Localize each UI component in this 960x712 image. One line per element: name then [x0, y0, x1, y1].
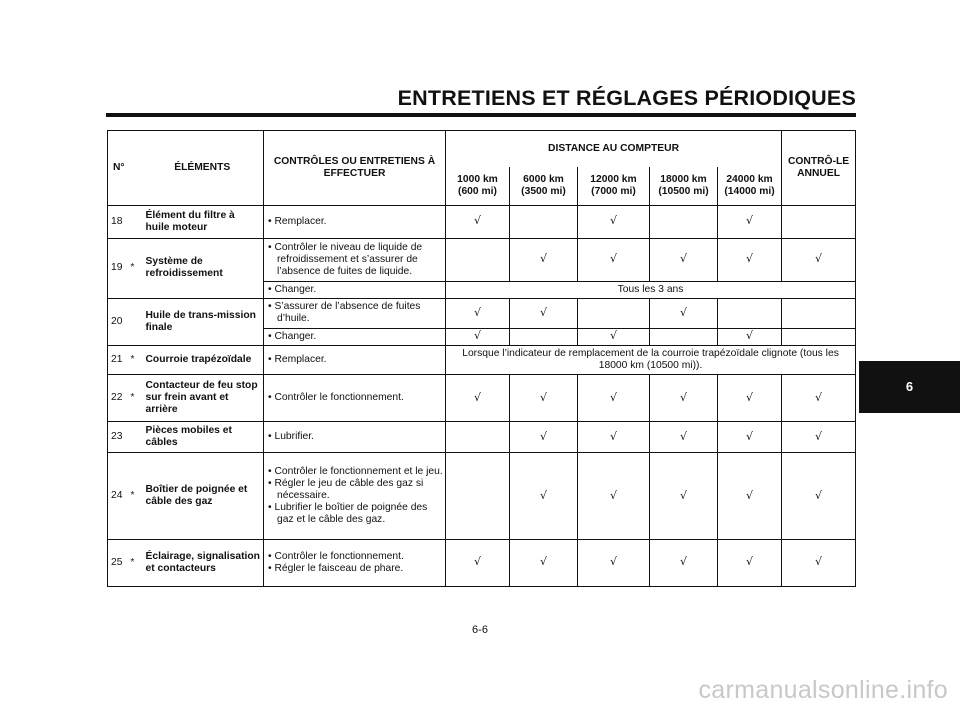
table-row [108, 453, 856, 540]
check-cell [650, 238, 718, 281]
interval-km: 12000 km [590, 173, 637, 185]
row-action [264, 238, 446, 281]
action-item: • Contrôler le fonctionnement. [268, 550, 404, 562]
header-elements: ÉLÉMENTS [142, 131, 264, 206]
check-cell [650, 328, 718, 345]
action-item: • Régler le jeu de câble des gaz si nécessaire. [268, 478, 424, 502]
row-action [264, 328, 446, 345]
page-number: 6-6 [472, 624, 488, 636]
row-number: 24 [108, 453, 130, 540]
check-cell [578, 375, 650, 422]
row-element: Éclairage, signalisation et contacteurs [142, 539, 264, 586]
check-cell [446, 205, 510, 238]
interval-header [578, 167, 650, 205]
row-action [264, 375, 446, 422]
check-mark: √ [815, 488, 823, 502]
maintenance-table [107, 130, 856, 587]
check-cell [650, 422, 718, 453]
check-mark: √ [746, 214, 754, 228]
action-text: Contrôler le fonctionnement. [274, 392, 404, 404]
check-cell [718, 328, 782, 345]
action-item: • S’assurer de l’absence de fuites d’huile. [268, 301, 421, 325]
row-action [264, 298, 446, 328]
row-number: 20 [108, 298, 130, 345]
row-element: Système de refroidissement [142, 238, 264, 298]
action-text: Changer. [274, 330, 317, 342]
interval-km: 6000 km [523, 173, 564, 185]
row-star [130, 205, 142, 238]
interval-header [718, 167, 782, 205]
check-cell [718, 453, 782, 540]
action-text: Contrôler le niveau de liquide de refroidissement et s’assurer de l’absence de fuites de liquide. [274, 241, 423, 277]
check-cell [446, 422, 510, 453]
table-row [108, 345, 856, 375]
action-item: • Contrôler le fonctionnement et le jeu. [268, 466, 443, 478]
check-mark: √ [473, 390, 481, 404]
action-item: • Remplacer. [268, 354, 327, 366]
interval-mi: (600 mi) [458, 185, 497, 197]
check-cell [510, 539, 578, 586]
check-mark: √ [609, 429, 617, 443]
check-cell [578, 422, 650, 453]
check-cell [446, 453, 510, 540]
check-cell [510, 298, 578, 328]
action-text: Changer. [274, 283, 317, 295]
check-mark: √ [679, 488, 687, 502]
check-cell [782, 298, 856, 328]
check-cell [446, 539, 510, 586]
check-cell [650, 298, 718, 328]
row-number: 25 [108, 539, 130, 586]
interval-header [446, 167, 510, 205]
row-action [264, 281, 446, 298]
check-cell [578, 205, 650, 238]
check-cell [510, 238, 578, 281]
table-row [108, 238, 856, 281]
action-item: • Changer. [268, 283, 317, 295]
interval-mi: (14000 mi) [724, 185, 775, 197]
check-cell [446, 375, 510, 422]
header-spacer [130, 131, 142, 206]
row-star: * [130, 453, 142, 540]
action-item: • Contrôler le fonctionnement. [268, 392, 404, 404]
row-span-note: Lorsque l’indicateur de remplacement de la courroie trapézoïdale clignote (tous les 18000 km (10500 mi)). [446, 345, 856, 375]
check-cell [510, 453, 578, 540]
check-mark: √ [815, 429, 823, 443]
action-text: Régler le jeu de câble des gaz si nécessaire. [274, 478, 424, 502]
check-cell [718, 375, 782, 422]
check-cell [510, 375, 578, 422]
check-cell [578, 453, 650, 540]
row-element: Courroie trapézoïdale [142, 345, 264, 375]
check-mark: √ [815, 390, 823, 404]
interval-km: 18000 km [660, 173, 707, 185]
check-mark: √ [746, 390, 754, 404]
check-mark: √ [679, 390, 687, 404]
page-title: ENTRETIENS ET RÉGLAGES PÉRIODIQUES [397, 86, 856, 110]
check-mark: √ [473, 305, 481, 319]
check-mark: √ [539, 305, 547, 319]
check-cell [650, 539, 718, 586]
row-star [130, 298, 142, 345]
action-item: • Lubrifier le boîtier de poignée des gaz et le câble des gaz. [268, 502, 428, 526]
header-distance: DISTANCE AU COMPTEUR [446, 131, 782, 167]
row-action [264, 539, 446, 586]
action-text: Contrôler le fonctionnement. [274, 550, 404, 562]
check-cell [782, 539, 856, 586]
check-cell [650, 375, 718, 422]
interval-km: 24000 km [726, 173, 773, 185]
check-cell [446, 328, 510, 345]
check-cell [510, 205, 578, 238]
check-mark: √ [746, 252, 754, 266]
check-mark: √ [539, 429, 547, 443]
row-element: Contacteur de feu stop sur frein avant et arrière [142, 375, 264, 422]
check-cell [578, 298, 650, 328]
row-element: Huile de trans-mission finale [142, 298, 264, 345]
action-text: Lubrifier le boîtier de poignée des gaz et le câble des gaz. [274, 502, 428, 526]
check-mark: √ [609, 488, 617, 502]
check-cell [782, 375, 856, 422]
header-row [108, 131, 856, 167]
row-number: 21 [108, 345, 130, 375]
check-mark: √ [473, 329, 481, 343]
row-number: 19 [108, 238, 130, 298]
check-mark: √ [539, 252, 547, 266]
check-mark: √ [609, 329, 617, 343]
row-number: 22 [108, 375, 130, 422]
check-mark: √ [609, 555, 617, 569]
check-mark: √ [815, 252, 823, 266]
check-cell [718, 205, 782, 238]
row-star: * [130, 375, 142, 422]
row-element: Élément du filtre à huile moteur [142, 205, 264, 238]
check-cell [782, 453, 856, 540]
header-no: N° [108, 131, 130, 206]
table-row [108, 298, 856, 328]
header-controls: CONTRÔLES OU ENTRETIENS À EFFECTUER [264, 131, 446, 206]
table-row [108, 422, 856, 453]
title-rule [106, 113, 856, 117]
check-cell [510, 422, 578, 453]
check-cell [782, 205, 856, 238]
check-cell [446, 298, 510, 328]
action-item: • Régler le faisceau de phare. [268, 562, 404, 574]
header-annual: CONTRÔ-LE ANNUEL [782, 131, 856, 206]
row-star: * [130, 539, 142, 586]
table-row [108, 375, 856, 422]
check-mark: √ [539, 390, 547, 404]
check-cell [718, 298, 782, 328]
table-row [108, 539, 856, 586]
row-action [264, 453, 446, 540]
check-mark: √ [609, 390, 617, 404]
action-item: • Remplacer. [268, 215, 327, 227]
check-mark: √ [539, 488, 547, 502]
row-number: 18 [108, 205, 130, 238]
check-mark: √ [473, 214, 481, 228]
row-span-note: Tous les 3 ans [446, 281, 856, 298]
check-mark: √ [679, 252, 687, 266]
interval-header [650, 167, 718, 205]
check-mark: √ [609, 214, 617, 228]
interval-header [510, 167, 578, 205]
check-cell [510, 328, 578, 345]
action-item: • Contrôler le niveau de liquide de refroidissement et s’assurer de l’absence de fuites de liquide. [268, 241, 423, 277]
interval-mi: (7000 mi) [591, 185, 636, 197]
interval-mi: (10500 mi) [658, 185, 709, 197]
row-number: 23 [108, 422, 130, 453]
check-mark: √ [746, 329, 754, 343]
check-mark: √ [609, 252, 617, 266]
row-star: * [130, 238, 142, 298]
check-cell [782, 422, 856, 453]
watermark: carmanualsonline.info [698, 676, 948, 704]
check-cell [782, 238, 856, 281]
check-cell [578, 539, 650, 586]
check-cell [578, 238, 650, 281]
check-mark: √ [679, 305, 687, 319]
action-text: Lubrifier. [274, 431, 314, 443]
row-action [264, 422, 446, 453]
check-mark: √ [679, 429, 687, 443]
row-element: Pièces mobiles et câbles [142, 422, 264, 453]
check-mark: √ [746, 429, 754, 443]
check-cell [578, 328, 650, 345]
table-row [108, 205, 856, 238]
action-text: Remplacer. [274, 215, 327, 227]
row-star: * [130, 345, 142, 375]
action-text: S’assurer de l’absence de fuites d’huile. [274, 301, 421, 325]
check-cell [446, 238, 510, 281]
check-mark: √ [473, 555, 481, 569]
check-mark: √ [746, 555, 754, 569]
action-item: • Changer. [268, 330, 317, 342]
action-text: Contrôler le fonctionnement et le jeu. [274, 466, 443, 478]
check-cell [718, 238, 782, 281]
interval-km: 1000 km [457, 173, 498, 185]
row-star [130, 422, 142, 453]
action-text: Remplacer. [274, 354, 327, 366]
row-action [264, 205, 446, 238]
action-text: Régler le faisceau de phare. [274, 562, 404, 574]
check-cell [718, 422, 782, 453]
row-action [264, 345, 446, 375]
check-mark: √ [746, 488, 754, 502]
check-mark: √ [539, 555, 547, 569]
chapter-tab: 6 [859, 361, 960, 413]
row-element: Boîtier de poignée et câble des gaz [142, 453, 264, 540]
check-mark: √ [815, 555, 823, 569]
check-mark: √ [679, 555, 687, 569]
check-cell [650, 205, 718, 238]
check-cell [718, 539, 782, 586]
action-item: • Lubrifier. [268, 431, 314, 443]
check-cell [650, 453, 718, 540]
interval-mi: (3500 mi) [521, 185, 566, 197]
check-cell [782, 328, 856, 345]
